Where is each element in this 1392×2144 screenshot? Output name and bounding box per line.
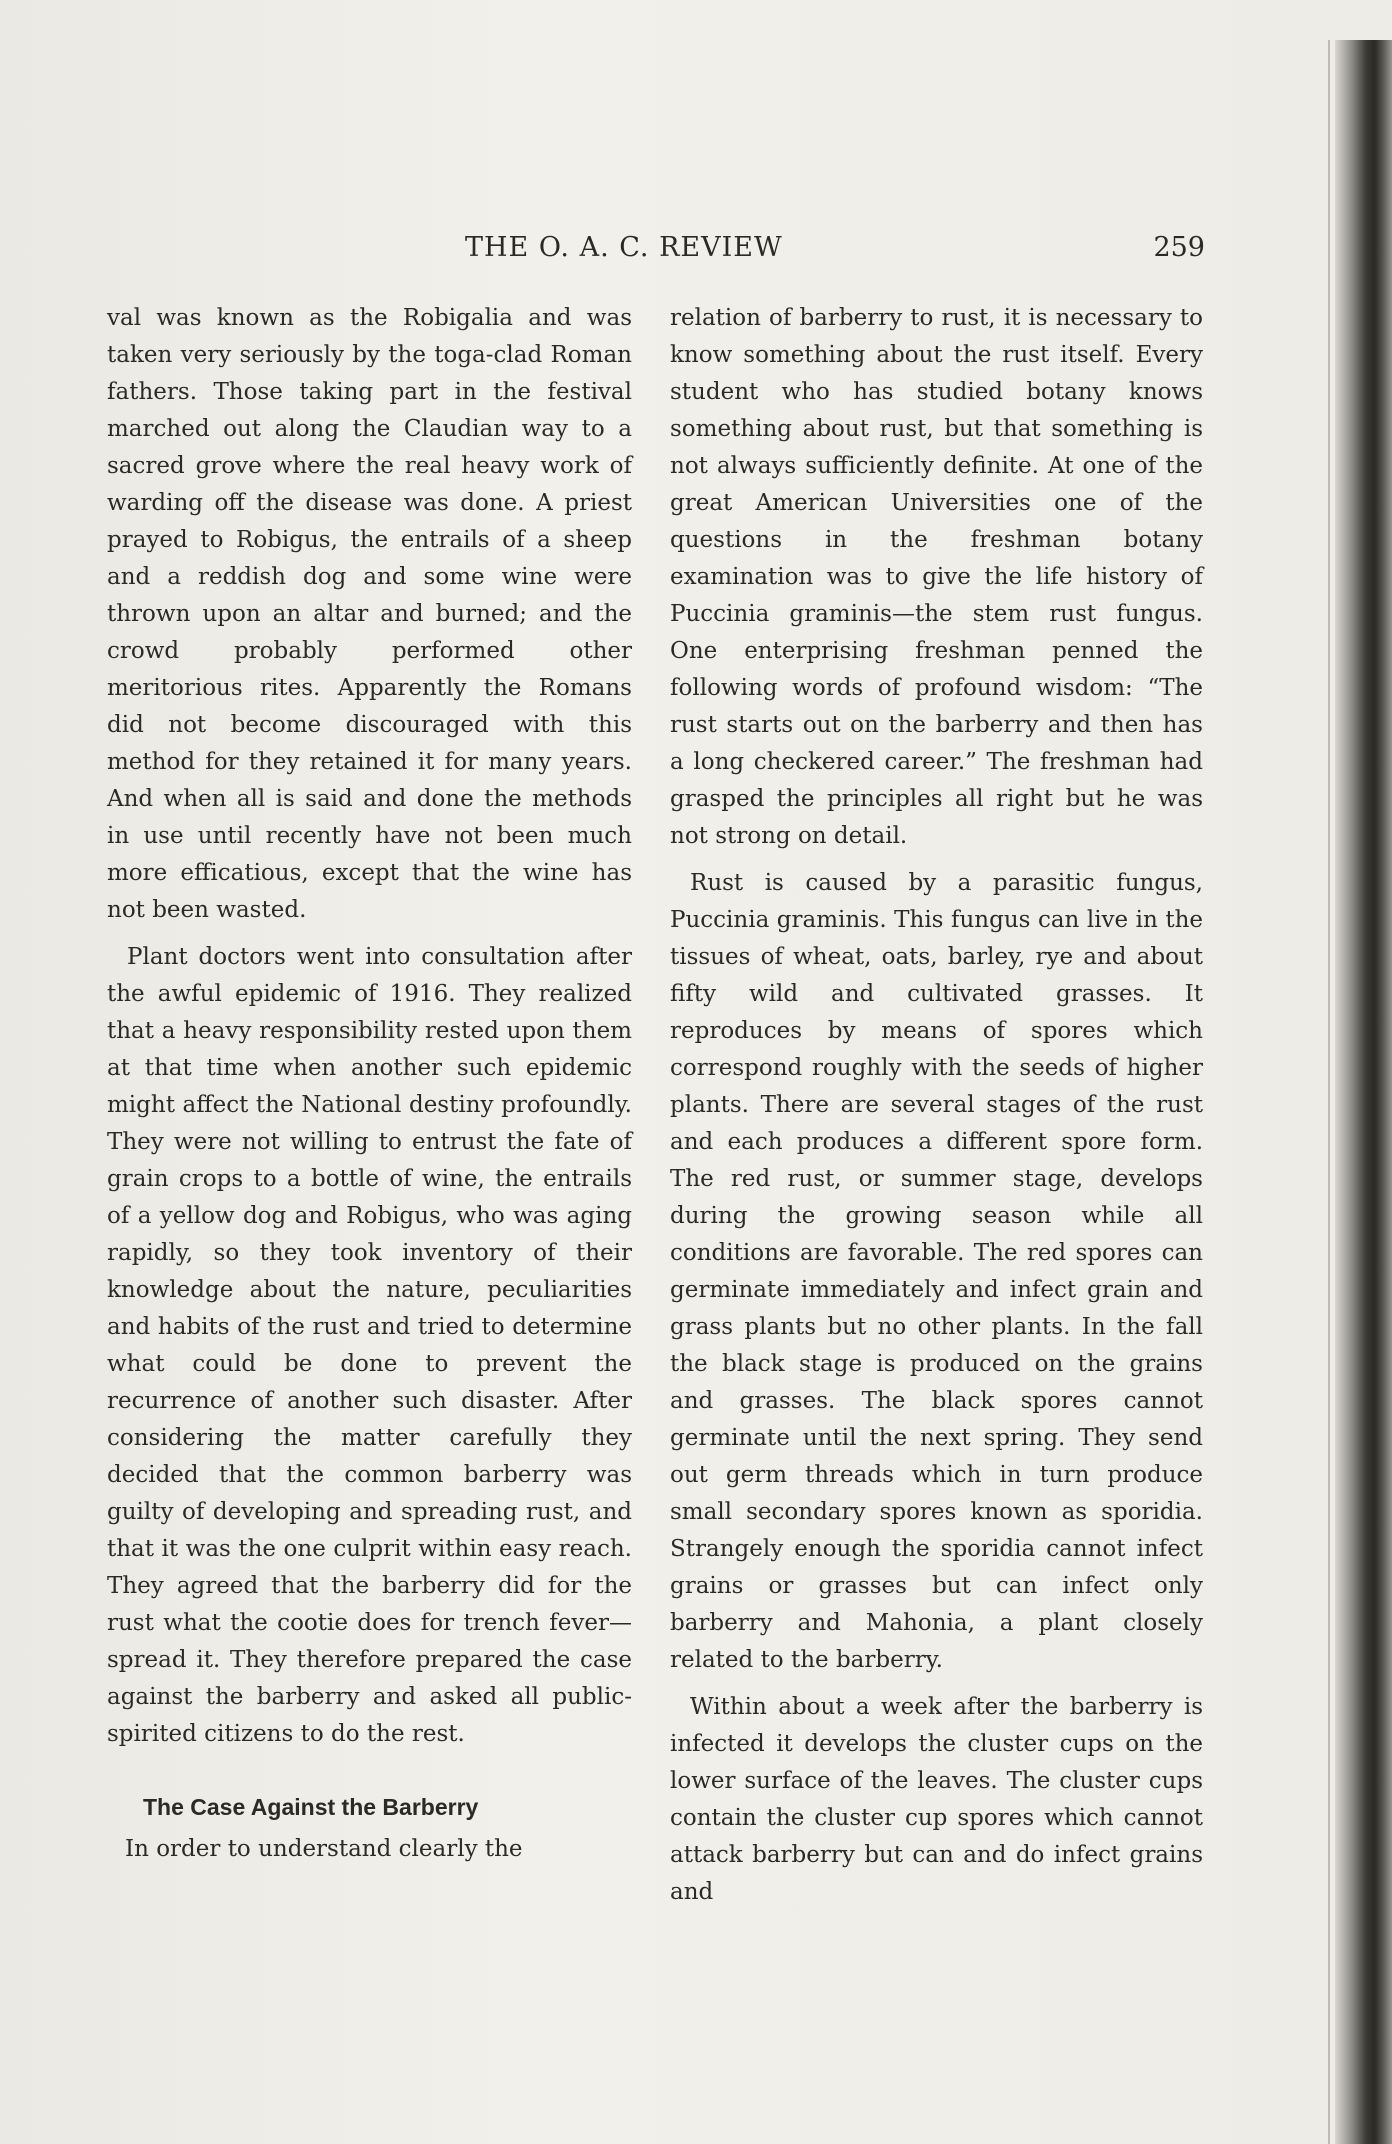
left-column xyxy=(107,300,632,1868)
paragraph: relation of barberry to rust, it is necessary to know something about the rust itself. Every student who has studied botany knows something about rust, but that something is not always sufficiently definite. At one of the great American Universities one of the questions in the freshman botany examination was to give the life history of Puccinia graminis—the stem rust fungus. One enterprising freshman penned the following words of profound wisdom: “The rust starts out on the barberry and then has a long checkered career.” The freshman had grasped the principles all right but he was not strong on detail. xyxy=(670,305,1203,849)
right-column xyxy=(670,300,1203,1911)
running-header xyxy=(110,232,1205,272)
journal-title: THE O. A. C. REVIEW xyxy=(465,232,783,263)
section-heading: The Case Against the Barberry xyxy=(143,1794,479,1820)
page-edge-line xyxy=(1328,40,1330,2144)
paragraph: val was known as the Robigalia and was taken very seriously by the toga-clad Roman fathers. Those taking part in the festival marched out along the Claudian way to a sacred grove where the real heavy work of warding off the disease was done. A priest prayed to Robigus, the entrails of a sheep and a reddish dog and some wine were thrown upon an altar and burned; and the crowd probably performed other meritorious rites. Apparently the Romans did not become discouraged with this method for they retained it for many years. And when all is said and done the methods in use until recently have not been much more efficatious, except that the wine has not been wasted. xyxy=(107,305,632,923)
paragraph: Plant doctors went into consultation after the awful epidemic of 1916. They realized that a heavy responsibility rested upon them at that time when another such epidemic might affect the National destiny profoundly. They were not willing to entrust the fate of grain crops to a bottle of wine, the entrails of a yellow dog and Robigus, who was aging rapidly, so they took inventory of their knowledge about the nature, peculiarities and habits of the rust and tried to determine what could be done to prevent the recurrence of another such disaster. After considering the matter carefully they decided that the common barberry was guilty of developing and spreading rust, and that it was the one culprit within easy reach. They agreed that the barberry did for the rust what the cootie does for trench fever—spread it. They therefore prepared the case against the barberry and asked all public-spirited citizens to do the rest. xyxy=(107,944,632,1747)
paragraph: Within about a week after the barberry is infected it develops the cluster cups on the lower surface of the leaves. The cluster cups contain the cluster cup spores which cannot attack barberry but can and do infect grains and xyxy=(670,1694,1203,1905)
page-number: 259 xyxy=(1153,232,1205,263)
paragraph: In order to understand clearly the xyxy=(125,1836,523,1862)
paragraph: Rust is caused by a parasitic fungus, Puccinia graminis. This fungus can live in the tissues of wheat, oats, barley, rye and about fifty wild and cultivated grasses. It reproduces by means of spores which correspond roughly with the seeds of higher plants. There are several stages of the rust and each produces a different spore form. The red rust, or summer stage, develops during the growing season while all conditions are favorable. The red spores can germinate immediately and infect grain and grass plants but no other plants. In the fall the black stage is produced on the grains and grasses. The black spores cannot germinate until the next spring. They send out germ threads which in turn produce small secondary spores known as sporidia. Strangely enough the sporidia cannot infect grains or grasses but can infect only barberry and Mahonia, a plant closely related to the barberry. xyxy=(670,870,1203,1673)
book-spine-edge xyxy=(1335,40,1392,2144)
